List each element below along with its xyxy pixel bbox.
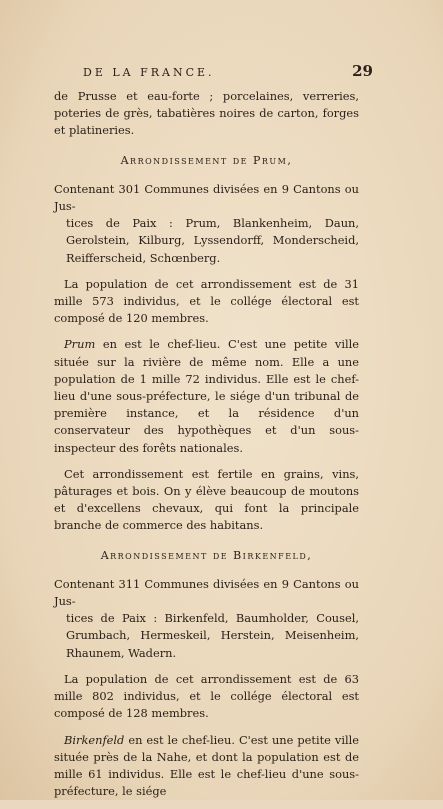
birkenfeld-name: Birkenfeld bbox=[64, 732, 125, 747]
birkenfeld-population-paragraph: La population de cet arrondissement est de 63 mille 802 individus, et le collége électoral est composé de 128 membres. bbox=[54, 671, 359, 721]
intro-paragraph: de Prusse et eau-forte ; porcelaines, verreries, poteries de grès, tabatières noires de carton, forges et platineries. bbox=[54, 89, 359, 138]
prum-population-paragraph: La population de cet arrondissement est de 31 mille 573 individus, et le collége électoral est composé de 120 membres. bbox=[54, 276, 359, 326]
section-title-birkenfeld: Arrondissement de Birkenfeld, bbox=[100, 548, 313, 562]
prum-communes-rest: tices de Paix : Prum, Blankenheim, Daun, Gerolstein, Kilburg, Lyssendorff, Monderscheid, Reifferscheid, Schœnberg. bbox=[66, 216, 359, 265]
prum-communes-first: Contenant 301 Communes divisées en 9 Cantons ou Jus- bbox=[54, 181, 359, 214]
prum-name: Prum bbox=[64, 337, 96, 352]
prum-communes-paragraph bbox=[54, 181, 359, 267]
birkenfeld-communes-paragraph bbox=[54, 576, 359, 662]
page-header bbox=[83, 62, 373, 80]
prum-chef-lieu-paragraph bbox=[54, 336, 359, 456]
birkenfeld-communes-rest: tices de Paix : Birkenfeld, Baumholder, Cousel, Grumbach, Hermeskeil, Herstein, Meisenheim, Rhaunem, Wadern. bbox=[66, 611, 359, 660]
birkenfeld-chef-lieu-text: en est le chef-lieu. C'est une petite ville située près de la Nahe, et dont la population est de mille 61 individus. Elle est le chef-lieu d'une sous-préfecture, le siége bbox=[54, 732, 359, 799]
prum-chef-lieu-text: en est le chef-lieu. C'est une petite ville située sur la rivière de même nom. Elle a une population de 1 mille 72 individus. Elle est le chef-lieu d'une sous-préfecture, le siége d'un tribunal de première instance, et la résidence d'un conservateur des hypothèques et d'un sous-inspecteur des forêts nationales. bbox=[54, 337, 359, 455]
prum-agriculture-paragraph: Cet arrondissement est fertile en grains, vins, pâturages et bois. On y élève beaucoup de moutons et d'excellens chevaux, qui font la principale branche de commerce des habitans. bbox=[54, 466, 359, 533]
section-title-prum: Arrondissement de Prum, bbox=[120, 153, 293, 167]
page-number: 29 bbox=[352, 62, 373, 80]
running-head: DE LA FRANCE. bbox=[83, 66, 215, 79]
birkenfeld-communes-first: Contenant 311 Communes divisées en 9 Cantons ou Jus- bbox=[54, 576, 359, 609]
page-body bbox=[54, 88, 359, 809]
birkenfeld-chef-lieu-paragraph bbox=[54, 732, 359, 801]
